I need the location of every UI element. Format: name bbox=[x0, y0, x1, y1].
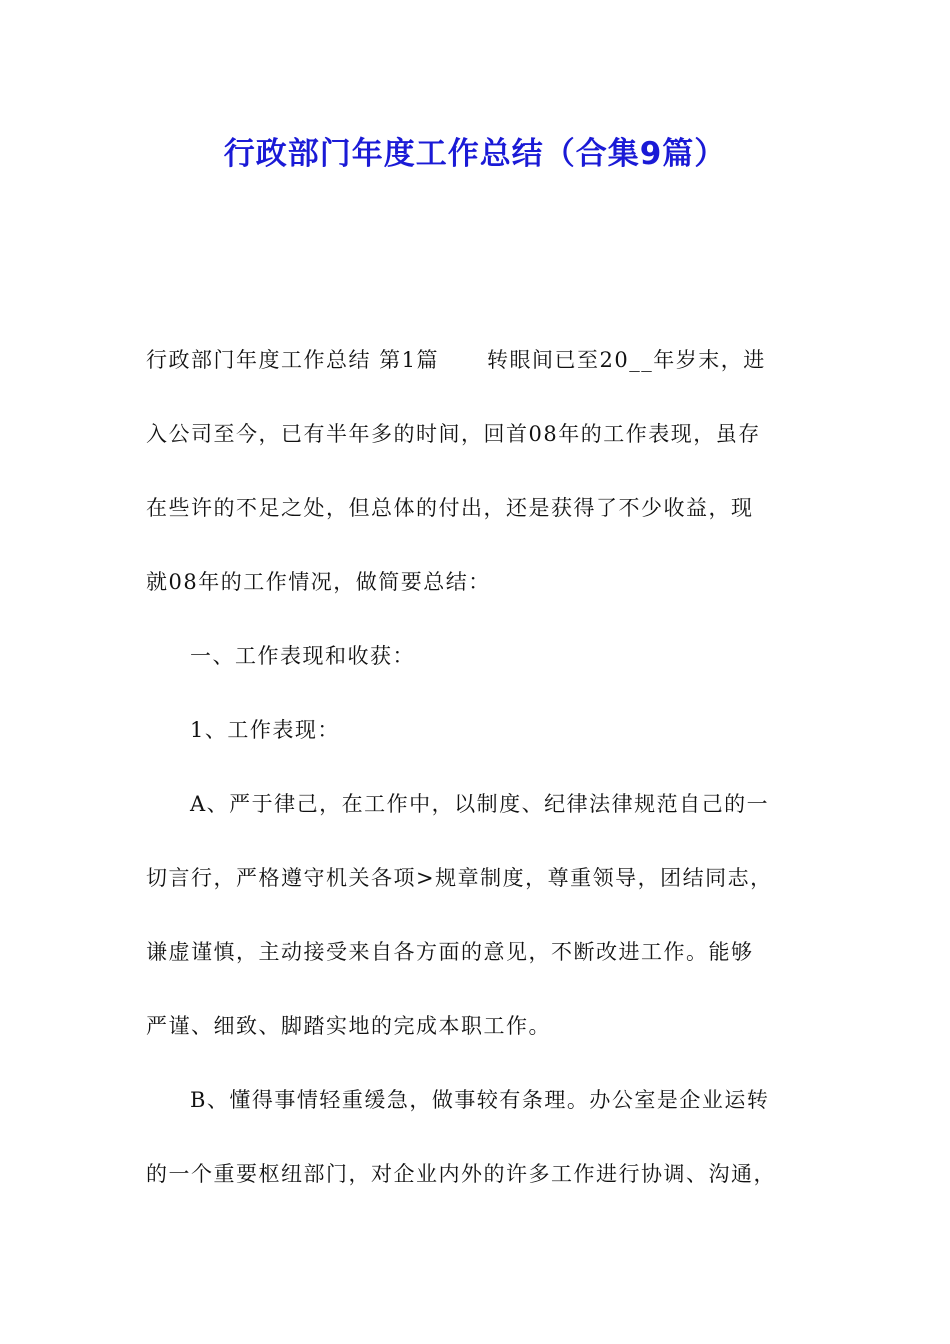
body-line-5: 一、工作表现和收获： bbox=[190, 644, 415, 668]
body-line-1 bbox=[146, 323, 810, 397]
body-line-2: 入公司至今，已有半年多的时间，回首08年的工作表现，虽存 bbox=[146, 422, 761, 446]
section-heading: 行政部门年度工作总结 第1篇 bbox=[146, 348, 440, 372]
body-line-9: 谦虚谨慎，主动接受来自各方面的意见，不断改进工作。能够 bbox=[146, 940, 754, 964]
document-body bbox=[146, 323, 810, 1211]
body-line-6: 1、工作表现： bbox=[190, 718, 340, 742]
paragraph-start: 转眼间已至20__年岁末，进 bbox=[487, 348, 766, 372]
body-line-3: 在些许的不足之处，但总体的付出，还是获得了不少收益，现 bbox=[146, 496, 754, 520]
body-line-10: 严谨、细致、脚踏实地的完成本职工作。 bbox=[146, 1014, 551, 1038]
body-line-7: A、严于律己，在工作中，以制度、纪律法律规范自己的一 bbox=[190, 792, 770, 816]
body-line-11: B、懂得事情轻重缓急，做事较有条理。办公室是企业运转 bbox=[190, 1088, 770, 1112]
body-line-12: 的一个重要枢纽部门，对企业内外的许多工作进行协调、沟通， bbox=[146, 1162, 776, 1186]
body-line-8: 切言行，严格遵守机关各项>规章制度，尊重领导，团结同志， bbox=[146, 866, 773, 890]
body-line-4: 就08年的工作情况，做简要总结： bbox=[146, 570, 491, 594]
document-title: 行政部门年度工作总结（合集9篇） bbox=[223, 136, 727, 172]
